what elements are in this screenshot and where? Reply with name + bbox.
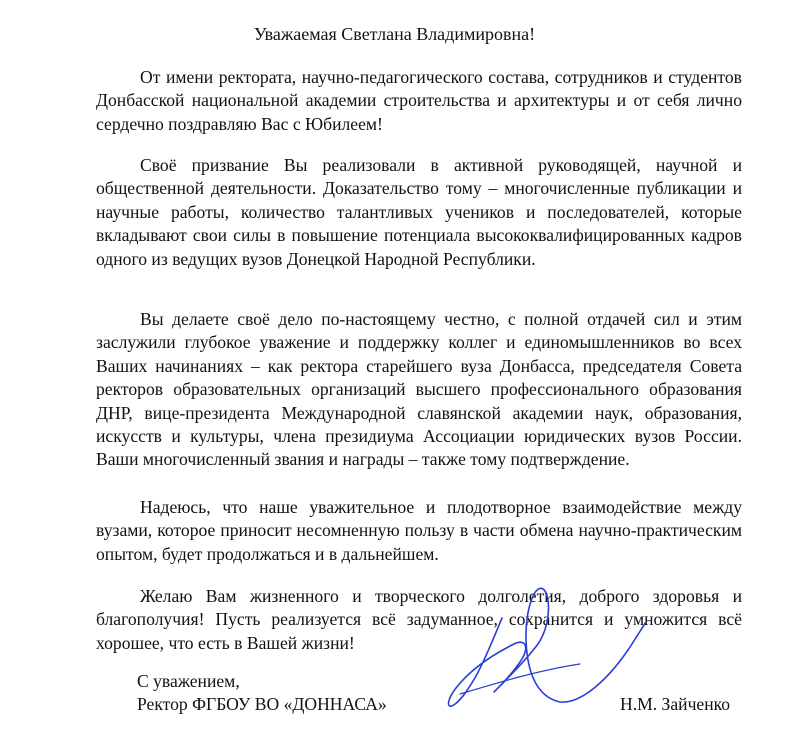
paragraph-congratulation: От имени ректората, научно-педагогического состава, сотрудников и студентов Донбасской национальной академии строительства и архитектуры и от себя лично сердечно поздравляю Вас с Юбилеем! — [96, 67, 742, 134]
closing-line: С уважением, — [137, 671, 240, 691]
paragraph-cooperation: Надеюсь, что наше уважительное и плодотворное взаимодействие между вузами, которое приносит несомненную пользу в части обмена научно-практическим опытом, будет продолжаться и в дальнейшем. — [96, 497, 742, 564]
greeting: Уважаемая Светлана Владимировна! — [253, 24, 536, 44]
signer-name: Н.М. Зайченко — [620, 694, 731, 714]
paragraph-vocation: Своё призвание Вы реализовали в активной руководящей, научной и общественной деятельности. Доказательство тому – многочисленные публикации и научные работы, количество талантливых учеников и последователей, которые вкладывают свои силы в повышение потенциала высококвалифицированных кадров одного из ведущих вузов Донецкой Народной Республики. — [96, 155, 742, 269]
signer-title: Ректор ФГБОУ ВО «ДОННАСА» — [137, 694, 387, 715]
paragraph-achievements: Вы делаете своё дело по-настоящему честно, с полной отдачей сил и этим заслужили глубокое уважение и поддержку коллег и единомышленников во всех Ваших начинаниях – как ректора старейшего вуза Донбасса, председателя Совета ректоров образовательных организаций высшего профессионального образования ДНР, вице-президента Международной славянской академии наук, образования, искусств и культуры, члена президиума Ассоциации юридических вузов России. Ваши многочисленный звания и награды – также тому подтверждение. — [96, 309, 742, 470]
paragraph-wishes: Желаю Вам жизненного и творческого долголетия, доброго здоровья и благополучия! Пусть реализуется всё задуманное, сохранится и умножится всё хорошее, что есть в Вашей жизни! — [96, 586, 742, 653]
closing-block — [137, 670, 387, 717]
